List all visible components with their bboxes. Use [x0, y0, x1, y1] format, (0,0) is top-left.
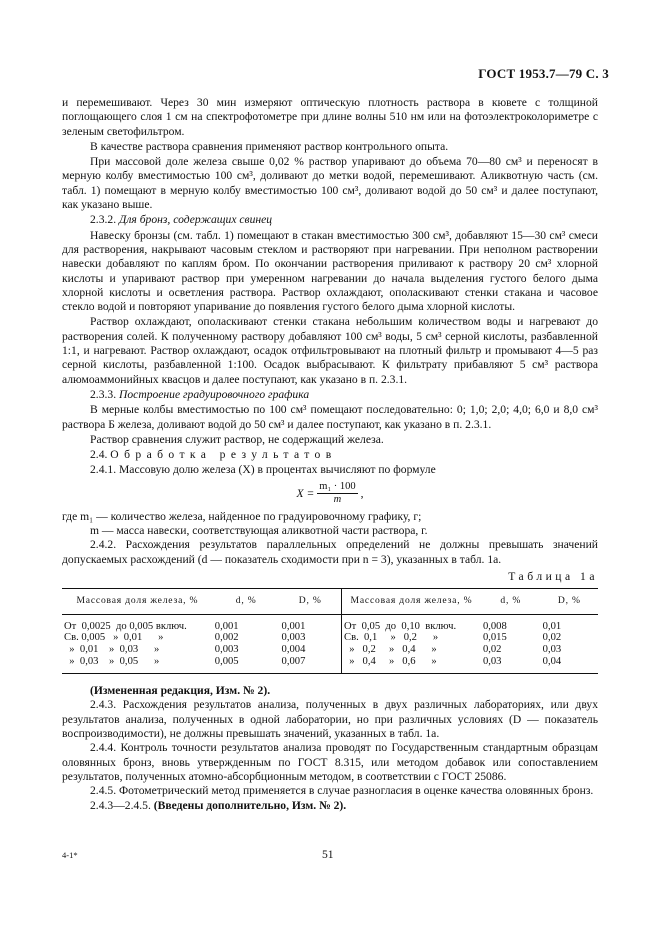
table-cell: От 0,05 до 0,10 включ. [344, 620, 457, 632]
table-header-row [62, 589, 598, 615]
paragraph: При массовой доле железа свыше 0,02 % раствор упаривают до объема 70—80 см³ и переносят в мерную колбу вместимостью 100 см³, доливают до метки водой, перемешивают. Аликвотную часть (см. табл. 1) помещают в мерную колбу вместимостью 100 см³, доливают водой до 50 см³ и далее поступают, как указано выше. [62, 155, 598, 212]
table-cell: » 0,4 » 0,6 » [342, 656, 481, 674]
table-cell: 0,04 [541, 656, 598, 674]
table-cell: Св. 0,1 » 0,2 » [344, 632, 439, 644]
column-header: d, % [213, 589, 280, 615]
table-cell: 0,003 [214, 643, 239, 655]
footer-mark: 4-1* [62, 850, 78, 860]
paragraph: 2.4.1. Массовую долю железа (X) в процентах вычисляют по формуле [90, 463, 436, 477]
paragraph: где m₁ — количество железа, найденное по градуировочному графику, г; [62, 509, 422, 523]
table-cell: 0,01 [542, 620, 562, 632]
table-cell: 0,001 [280, 614, 342, 632]
paragraph: 2.4.3. Расхождения результатов анализа, полученных в двух различных лабораториях, или двух результатов анализа, полученных в одной лаборатории, но при различных условиях (D — показатель воспроизводимости), не должны превышать значений, указанных в табл. 1а. [62, 698, 598, 741]
table-cell: 0,015 [482, 632, 507, 644]
paragraph: Навеску бронзы (см. табл. 1) помещают в стакан вместимостью 300 см³, добавляют 15—30 см³ смеси для растворения, накрывают часовым стеклом и растворяют при нагревании. При неполном растворении навески добавляют по каплям бром. По окончании растворения приливают к раствору 20 см³ хлорной кислоты и упаривают раствор при умеренном нагревании до начала выделения густого белого дыма хлорной кислоты и осветления раствора. Раствор охлаждают, ополаскивают стенки стакана и часовое стекло водой и повторяют упаривание до появления густого белого дыма хлорной кислоты. [62, 228, 598, 314]
formula-denominator: m [333, 494, 342, 506]
section-title: Построение градуировочного графика [119, 387, 310, 401]
paragraph: 2.4.5. Фотометрический метод применяется в случае разногласия в оценке качества оловянных бронз. [90, 784, 594, 798]
section-number: 2.3.3. [90, 387, 117, 401]
table-cell: От 0,0025 до 0,005 включ. [64, 620, 187, 632]
table-caption: Таблица 1а [508, 569, 598, 583]
section-number: 2.4.3—2.4.5. [90, 798, 151, 812]
page-header: ГОСТ 1953.7—79 С. 3 [478, 66, 609, 81]
amendment-note: (Измененная редакция, Изм. № 2). [90, 684, 271, 698]
table-cell: 0,005 [213, 656, 280, 674]
table-cell: 0,03 [542, 643, 562, 655]
table-row [62, 632, 598, 644]
paragraph: Раствор охлаждают, ополаскивают стенки стакана небольшим количеством воды и нагревают до растворения солей. К полученному раствору добавляют 100 см³ воды, 5 см³ серной кислоты, разбавленной 1:1, и нагревают. Раствор охлаждают, осадок отфильтровывают на плотный фильтр и промывают 4—5 раз серной кислоты, разбавленной 1:100. Осадок выбрасывают. К фильтрату прибавляют 5 см³ раствора алюмоаммонийных квасцов и далее поступают, как указано в п. 2.3.1. [62, 315, 598, 386]
paragraph: 2.4.4. Контроль точности результатов анализа проводят по Государственным стандартным образцам оловянных бронз, вновь утвержденным по ГОСТ 8.315, или методом добавок или сопоставлением результатов, полученных атомно-абсорбционным методом, в соответствии с ГОСТ 25086. [62, 741, 598, 783]
column-header: D, % [541, 589, 598, 615]
table-cell: 0,002 [214, 632, 239, 644]
paragraph: m — масса навески, соответствующая аликвотной части раствора, г. [90, 524, 428, 538]
section-number: 2.3.2. [90, 213, 117, 227]
table-cell: 0,003 [280, 632, 342, 644]
table-cell: » 0,2 » 0,4 » [344, 643, 437, 655]
column-header: Массовая доля железа, % [342, 589, 481, 615]
paragraph: В мерные колбы вместимостью по 100 см³ помещают последовательно: 0; 1,0; 2,0; 4,0; 6,0 и 8,0 см³ раствора Б железа, доливают водой до 50 см³ и далее поступают, как указано в п. 2.3.1. [62, 403, 598, 431]
paragraph: В качестве раствора сравнения применяют раствор контрольного опыта. [90, 139, 449, 153]
column-header: D, % [280, 589, 342, 615]
amendment-note: (Введены дополнительно, Изм. № 2). [153, 798, 347, 812]
formula-tail: , [360, 486, 364, 500]
formula-lhs: X = [296, 486, 315, 500]
amendment-line [62, 799, 598, 813]
section-title: Обработка результатов [110, 448, 337, 462]
table-cell: 0,02 [542, 632, 562, 644]
paragraph: 2.4.2. Расхождения результатов параллельных определений не должны превышать значений допускаемых расхождений (d — показатель сходимости при n = 3), указанных в табл. 1а. [62, 538, 598, 566]
table-1a [62, 588, 598, 674]
table-cell: 0,02 [482, 643, 502, 655]
section-heading [62, 213, 598, 227]
page-number: 51 [322, 848, 334, 861]
table-cell: 0,001 [214, 620, 239, 632]
section-title: Для бронз, содержащих свинец [119, 213, 273, 227]
table-cell: Св. 0,005 » 0,01 » [64, 632, 164, 644]
table-row [62, 644, 598, 656]
section-heading [62, 388, 598, 402]
formula-numerator: m₁ · 100 [319, 481, 356, 493]
body-text [62, 96, 598, 813]
table-cell: 0,03 [481, 656, 541, 674]
table-cell: 0,008 [482, 620, 507, 632]
column-header: d, % [481, 589, 541, 615]
column-header: Массовая доля железа, % [62, 589, 213, 615]
paragraph: Раствор сравнения служит раствор, не содержащий железа. [90, 432, 384, 446]
table-row [62, 614, 598, 632]
formula-fraction [317, 481, 357, 506]
formula [62, 480, 598, 508]
table-cell: 0,004 [280, 644, 342, 656]
table-cell: » 0,03 » 0,05 » [62, 656, 213, 674]
table-cell: 0,007 [280, 656, 342, 674]
section-number: 2.4. [90, 448, 108, 462]
paragraph: и перемешивают. Через 30 мин измеряют оптическую плотность раствора в кювете с толщиной поглощающего слоя 1 см на спектрофотометре при длине волны 510 нм или на фотоэлектроколориметре с зеленым светофильтром. [62, 96, 598, 138]
table-row [62, 656, 598, 674]
section-heading [62, 448, 598, 462]
table-cell: » 0,01 » 0,03 » [64, 643, 160, 655]
